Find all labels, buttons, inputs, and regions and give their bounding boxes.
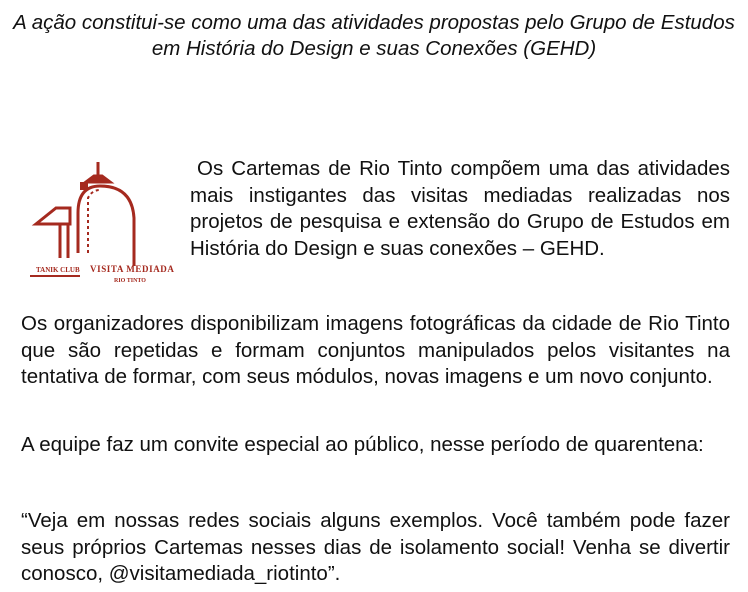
paragraph-organizers: Os organizadores disponibilizam imagens fotográficas da cidade de Rio Tinto que são repetidas e formam conjuntos manipulados pelos visitantes na tentativa de formar, com seus módulos, novas imagens e um novo conjunto.	[21, 312, 730, 388]
logo-sub-text: RIO TINTO	[114, 278, 146, 284]
logo-left-text: TANIK CLUB	[36, 266, 80, 274]
logo-block	[80, 182, 88, 190]
intro-paragraph: Os Cartemas de Rio Tinto compõem uma das atividades mais instigantes das visitas mediadas realizadas nos projetos de pesquisa e extensão do Grupo de Estudos em História do Design e suas conexões – GEHD.	[190, 157, 730, 260]
logo-inner-line	[88, 190, 100, 253]
logo-graphic	[20, 158, 182, 286]
page-headline: A ação constitui-se como uma das atividades propostas pelo Grupo de Estudos em História do Design e suas Conexões (GEHD)	[13, 11, 735, 60]
logo-main-text: VISITA MEDIADA	[90, 264, 175, 274]
paragraph-quote: “Veja em nossas redes sociais alguns exemplos. Você também pode fazer seus próprios Cartemas nesses dias de isolamento social! Venha se divertir conosco, @visitamediada_riotinto”.	[21, 509, 730, 585]
visita-mediada-logo	[20, 158, 182, 286]
logo-arch	[78, 186, 134, 266]
logo-tower-cap	[86, 176, 110, 182]
paragraph-invitation: A equipe faz um convite especial ao público, nesse período de quarentena:	[21, 433, 704, 456]
logo-roof	[36, 208, 70, 224]
